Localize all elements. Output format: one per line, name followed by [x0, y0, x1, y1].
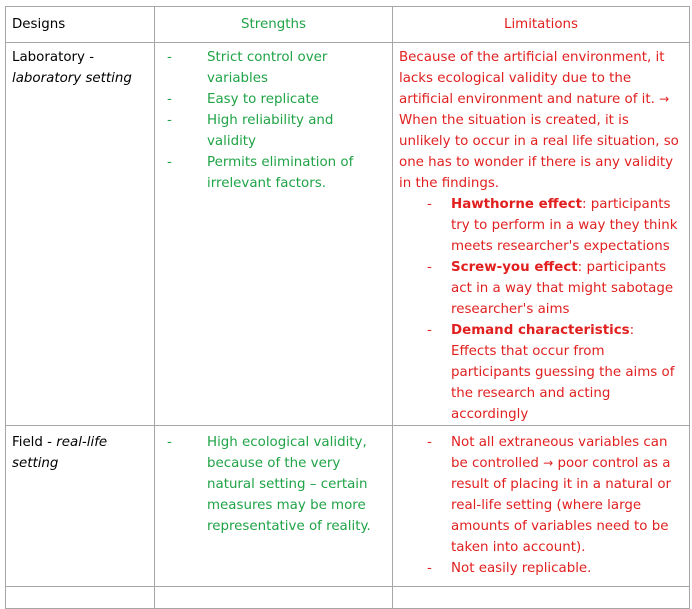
intro-text-2: When the situation is created, it is unlikely to occur in a real life situation, so one has to wonder if there is any validity in the findings.: [399, 113, 679, 191]
field-design-italic: real-life: [56, 435, 108, 450]
effect-desc: : Effects that occur from participants guessing the aims of the research and acting accordingly: [451, 323, 675, 422]
list-item: - Not easily replicable.: [399, 558, 683, 579]
list-item: - High reliability and validity: [161, 110, 386, 152]
empty-cell: [393, 587, 690, 609]
laboratory-strengths-list: [161, 47, 386, 194]
field-design-rest: setting: [12, 456, 59, 471]
laboratory-limitations-cell: [393, 43, 690, 426]
laboratory-row: [6, 43, 690, 426]
intro-text-1: Because of the artificial environment, it lacks ecological validity due to the artificial environment and nature of it.: [399, 50, 665, 107]
field-limitations-cell: [393, 426, 690, 587]
list-item: - Permits elimination of irrelevant factors.: [161, 152, 386, 194]
laboratory-design-label: Laboratory -: [12, 50, 95, 65]
limitation-text-1a: Not all extraneous variables can be controlled: [451, 435, 668, 471]
header-limitations: Limitations: [393, 7, 690, 43]
laboratory-limitations-intro: [399, 47, 683, 194]
effect-term: Screw-you effect: [451, 260, 578, 275]
header-strengths: Strengths: [155, 7, 393, 43]
arrow-right-icon: →: [543, 456, 554, 470]
laboratory-strengths-cell: [155, 43, 393, 426]
effect-term: Demand characteristics: [451, 323, 630, 338]
empty-cell: [6, 587, 155, 609]
effect-desc: : participants try to perform in a way they think meets researcher's expectations: [451, 197, 678, 254]
field-design-label: Field -: [12, 435, 52, 450]
header-designs: Designs: [6, 7, 155, 43]
laboratory-design-italic: laboratory setting: [12, 71, 132, 86]
list-item: [399, 194, 683, 257]
list-item: - High ecological validity, because of the very natural setting – certain measures may be more representative of reality.: [161, 432, 386, 537]
arrow-right-icon: →: [659, 92, 670, 106]
header-row: [6, 7, 690, 43]
field-strengths-list: [161, 432, 386, 537]
laboratory-design-cell: [6, 43, 155, 426]
laboratory-effects-list: [399, 194, 683, 425]
field-design-cell: [6, 426, 155, 587]
field-limitations-list: [399, 432, 683, 579]
effect-desc: : participants act in a way that might sabotage researcher's aims: [451, 260, 674, 317]
list-item: [399, 257, 683, 320]
effect-term: Hawthorne effect: [451, 197, 582, 212]
empty-row: [6, 587, 690, 609]
list-item: [399, 432, 683, 558]
list-item: - Strict control over variables: [161, 47, 386, 89]
list-item: [399, 320, 683, 425]
research-designs-table: [5, 6, 690, 609]
empty-cell: [155, 587, 393, 609]
field-strengths-cell: [155, 426, 393, 587]
list-item: - Easy to replicate: [161, 89, 386, 110]
field-row: [6, 426, 690, 587]
limitation-text-1b: poor control as a result of placing it in a natural or real-life setting (where large amounts of variables need to be taken into account).: [451, 456, 672, 555]
